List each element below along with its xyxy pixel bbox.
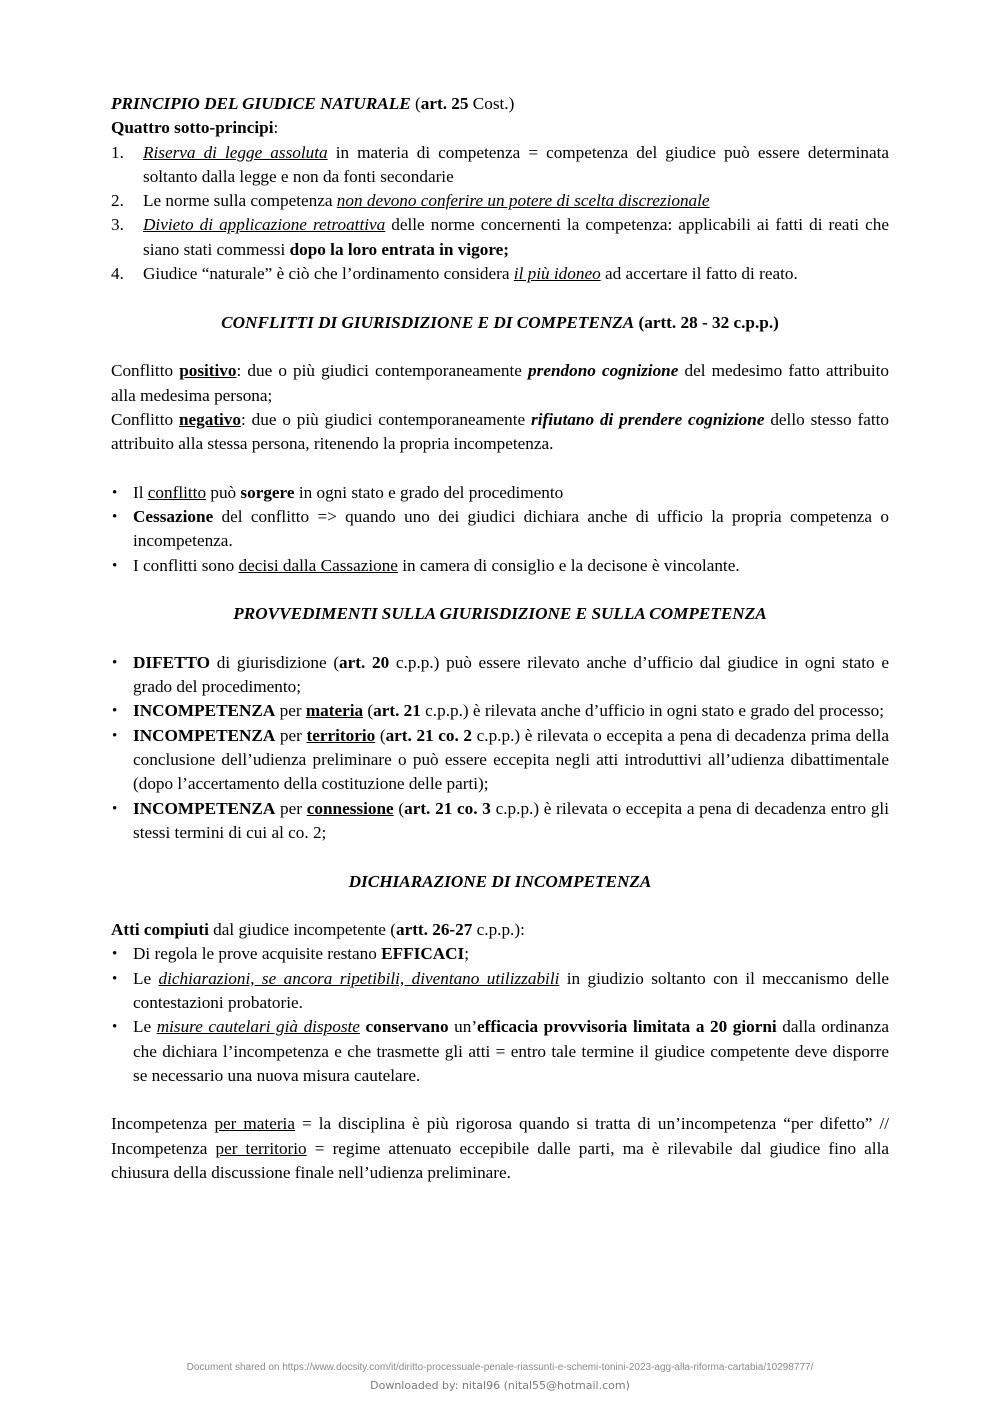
section-heading-provvedimenti: PROVVEDIMENTI SULLA GIURISDIZIONE E SULLA COMPETENZA (233, 604, 767, 624)
paragraph-incompetenza: Incompetenza per materia = la disciplina è più rigorosa quando si tratta di un’incompetenza “per difetto” // Incompetenza per territorio = regime attenuato eccepibile dalle parti, ma è rilevabile dal giudice fino alla chiusura della discussione finale nell’udienza preliminare. (111, 1114, 890, 1183)
bullet-list (111, 481, 889, 578)
list-item: • Le misure cautelari già disposte conservano un’efficacia provvisoria limitata a 20 giorni dalla ordinanza che dichiara l’incompetenza e che trasmette gli atti = entro tale termine il giudice competente deve disporre se necessario una nuova misura cautelare. (112, 1017, 889, 1085)
list-item: • Di regola le prove acquisite restano EFFICACI; (112, 944, 470, 964)
bullet-list (111, 942, 889, 1088)
list-item: 1. Riserva di legge assoluta in materia di competenza = competenza del giudice può essere determinata soltanto dalla legge e non da fonti secondarie (111, 142, 889, 186)
list-item: 4. Giudice “naturale” è ciò che l’ordinamento considera il più idoneo ad accertare il fatto di reato. (111, 264, 798, 284)
list-item: 2. Le norme sulla competenza non devono conferire un potere di scelta discrezionale (111, 191, 710, 211)
numbered-list (111, 141, 889, 287)
section-heading-dichiarazione: DICHIARAZIONE DI INCOMPETENZA (348, 871, 652, 891)
list-item: • INCOMPETENZA per materia (art. 21 c.p.p.) è rilevata anche d’ufficio in ogni stato e grado del processo; (112, 701, 884, 721)
list-item: • Le dichiarazioni, se ancora ripetibili, diventano utilizzabili in giudizio soltanto con il meccanismo delle contestazioni probatorie. (112, 968, 890, 1012)
footer-shared-link[interactable]: Document shared on https://www.docsity.com/it/diritto-processuale-penale-riassunti-e-schemi-tonini-2023-agg-alla-riforma-cartabia/10298777/ (186, 1362, 814, 1373)
paragraph-conflitto-positivo: Conflitto positivo: due o più giudici contemporaneamente prendono cognizione del medesimo fatto attribuito alla medesima persona; (111, 361, 889, 405)
footer-downloaded-by: Downloaded by: nital96 (nital55@hotmail.com) (370, 1379, 630, 1392)
document-page (111, 92, 889, 1185)
bullet-list (111, 651, 889, 845)
list-item: • Il conflitto può sorgere in ogni stato e grado del procedimento (112, 482, 564, 502)
list-item: • INCOMPETENZA per connessione (art. 21 co. 3 c.p.p.) è rilevata o eccepita a pena di decadenza entro gli stessi termini di cui al co. 2; (112, 798, 889, 842)
section-heading-giudice-naturale: PRINCIPIO DEL GIUDICE NATURALE (art. 25 Cost.) (111, 94, 515, 113)
list-item: 3. Divieto di applicazione retroattiva delle norme concernenti la competenza: applicabili ai fatti di reati che siano stati commessi dopo la loro entrata in vigore; (111, 215, 889, 259)
paragraph-atti-compiuti: Atti compiuti dal giudice incompetente (artt. 26-27 c.p.p.): (111, 920, 525, 940)
list-item: • INCOMPETENZA per territorio (art. 21 co. 2 c.p.p.) è rilevata o eccepita a pena di decadenza prima della conclusione dell’udienza preliminare o può essere eccepita negli atti introduttivi all’udienza dibattimentale (dopo l’accertamento della costituzione delle parti); (112, 725, 889, 794)
paragraph-conflitto-negativo: Conflitto negativo: due o più giudici contemporaneamente rifiutano di prendere cognizione dello stesso fatto attribuito alla stessa persona, ritenendo la propria incompetenza. (111, 409, 889, 454)
sub-heading: Quattro sotto-principi: (111, 118, 279, 138)
list-item: • DIFETTO di giurisdizione (art. 20 c.p.p.) può essere rilevato anche d’ufficio dal giudice in ogni stato e grado del procedimento; (112, 652, 889, 697)
list-item: • I conflitti sono decisi dalla Cassazione in camera di consiglio e la decisone è vincolante. (112, 555, 740, 575)
section-heading-conflitti: CONFLITTI DI GIURISDIZIONE E DI COMPETENZA (artt. 28 - 32 c.p.p.) (221, 312, 779, 332)
list-item: • Cessazione del conflitto => quando uno dei giudici dichiara anche di ufficio la propria competenza o incompetenza. (112, 507, 889, 551)
